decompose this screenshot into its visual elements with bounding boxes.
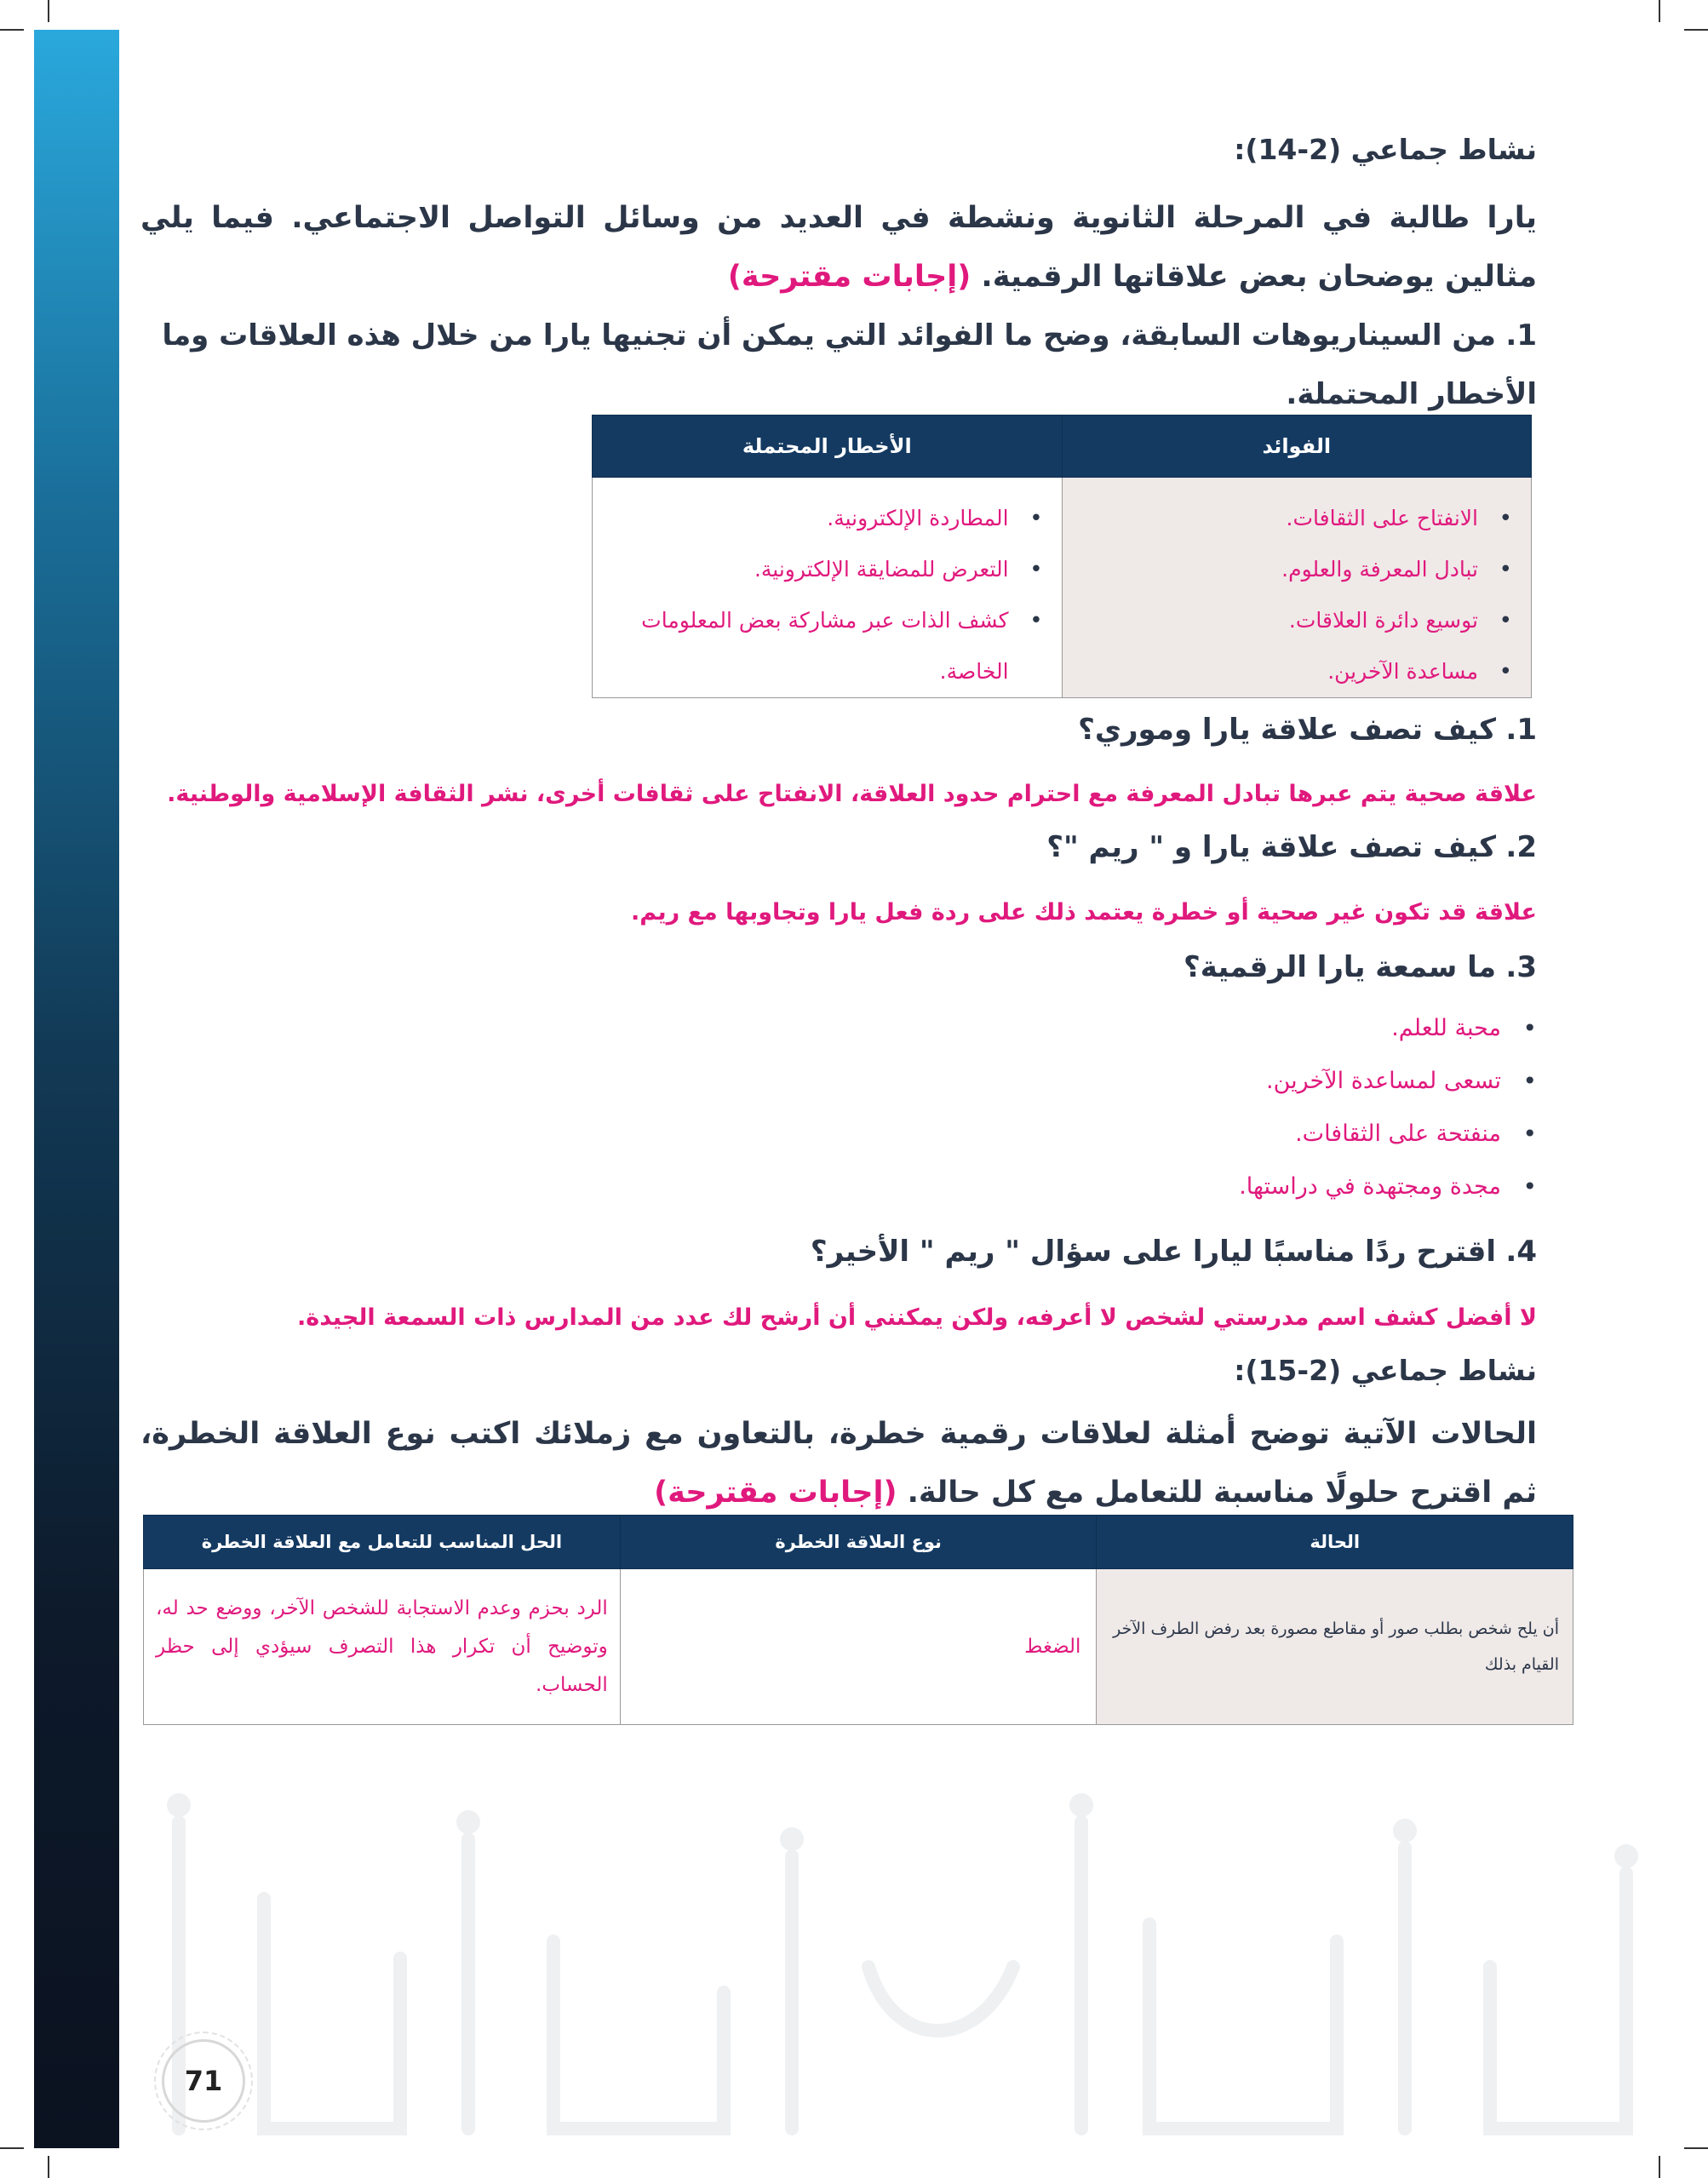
crop-mark (1684, 2147, 1708, 2149)
activity2-intro (140, 1405, 1537, 1522)
question-2 (140, 820, 1537, 874)
activity1-q1 (140, 307, 1537, 424)
crop-mark (0, 29, 24, 31)
list-item: • كشف الذات عبر مشاركة بعض المعلومات الخاصة. (601, 595, 1043, 697)
question-3 (140, 940, 1537, 994)
q1-text: من السيناريوهات السابقة، وضح ما الفوائد التي يمكن أن تجنيها يارا من خلال هذه العلاقات وما الأخطار المحتملة. (162, 318, 1537, 411)
list-item: • التعرض للمضايقة الإلكترونية. (601, 544, 1043, 595)
case-cell: أن يلح شخص بطلب صور أو مقاطع مصورة بعد رفض الطرف الآخر القيام بذلك (1097, 1569, 1573, 1725)
answer-2: علاقة قد تكون غير صحية أو خطرة يعتمد ذلك على ردة فعل يارا وتجاوبها مع ريم. (631, 899, 1537, 926)
crop-mark (1684, 29, 1708, 31)
benefits-header: الفوائد (1062, 416, 1531, 478)
risky-relations-table (143, 1515, 1573, 1725)
question-1 (140, 702, 1537, 757)
activity1-intro (140, 189, 1537, 307)
type-cell: الضغط (620, 1569, 1097, 1725)
table-row (144, 1569, 1573, 1725)
answer-4: لا أفضل كشف اسم مدرستي لشخص لا أعرفه، ولكن يمكنني أن أرشح لك عدد من المدارس ذات السمعة الجيدة. (297, 1304, 1537, 1331)
question-text: ما سمعة يارا الرقمية؟ (1184, 950, 1496, 984)
risks-cell (593, 478, 1063, 698)
question-text: كيف تصف علاقة يارا وموري؟ (1078, 713, 1496, 747)
background-watermark (128, 1771, 1677, 2171)
crop-mark (48, 0, 49, 22)
activity1-title: نشاط جماعي (2-14): (1234, 133, 1537, 166)
question-number: 1. (1505, 713, 1537, 747)
solution-cell: الرد بحزم وعدم الاستجابة للشخص الآخر، ووضع حد له، وتوضيح أن تكرار هذا التصرف سيؤدي إلى حظر الحساب. (144, 1569, 621, 1725)
question-text: اقترح ردًا مناسبًا ليارا على سؤال " ريم " الأخير؟ (810, 1235, 1496, 1269)
list-item: • تبادل المعرفة والعلوم. (1071, 544, 1512, 595)
solution-header: الحل المناسب للتعامل مع العلاقة الخطرة (144, 1516, 621, 1569)
answer-1: علاقة صحية يتم عبرها تبادل المعرفة مع احترام حدود العلاقة، الانفتاح على ثقافات أخرى، نشر الثقافة الإسلامية والوطنية. (167, 781, 1537, 807)
crop-mark (0, 2147, 24, 2149)
q1-number: 1. (1505, 318, 1537, 352)
activity1-suggested-label: (إجابات مقترحة) (727, 260, 971, 294)
question-number: 4. (1505, 1235, 1537, 1269)
crop-mark (1659, 0, 1660, 22)
question-4 (140, 1224, 1537, 1279)
page-number: 71 (162, 2039, 245, 2123)
list-item: • منفتحة على الثقافات. (1239, 1108, 1537, 1161)
benefits-cell (1062, 478, 1531, 698)
list-item: • تسعى لمساعدة الآخرين. (1239, 1055, 1537, 1108)
risks-header: الأخطار المحتملة (593, 416, 1063, 478)
list-item: • المطاردة الإلكترونية. (601, 493, 1043, 544)
list-item: • مجدة ومجتهدة في دراستها. (1239, 1161, 1537, 1213)
list-item: • مساعدة الآخرين. (1071, 646, 1512, 697)
question-number: 3. (1505, 950, 1537, 984)
reputation-list (1239, 1002, 1537, 1213)
question-number: 2. (1505, 830, 1537, 864)
list-item: • توسيع دائرة العلاقات. (1071, 595, 1512, 646)
list-item: • محبة للعلم. (1239, 1002, 1537, 1055)
list-item: • الانفتاح على الثقافات. (1071, 493, 1512, 544)
benefits-risks-table (592, 415, 1532, 698)
activity2-intro-text: الحالات الآتية توضح أمثلة لعلاقات رقمية خطرة، بالتعاون مع زملائك اكتب نوع العلاقة الخطرة، ثم اقترح حلولًا مناسبة للتعامل مع كل حالة. (140, 1417, 1537, 1510)
benefits-list (1063, 493, 1531, 697)
question-text: كيف تصف علاقة يارا و " ريم "؟ (1046, 830, 1496, 864)
activity2-title: نشاط جماعي (2-15): (1234, 1354, 1537, 1387)
activity2-suggested-label: (إجابات مقترحة) (654, 1476, 897, 1510)
side-color-bar (34, 30, 119, 2148)
crop-mark (48, 2156, 49, 2178)
risks-list (593, 493, 1062, 697)
type-header: نوع العلاقة الخطرة (620, 1516, 1097, 1569)
case-header: الحالة (1097, 1516, 1573, 1569)
activity1-intro-text: يارا طالبة في المرحلة الثانوية ونشطة في العديد من وسائل التواصل الاجتماعي. فيما يلي مثالين يوضحان بعض علاقاتها الرقمية. (140, 201, 1537, 294)
